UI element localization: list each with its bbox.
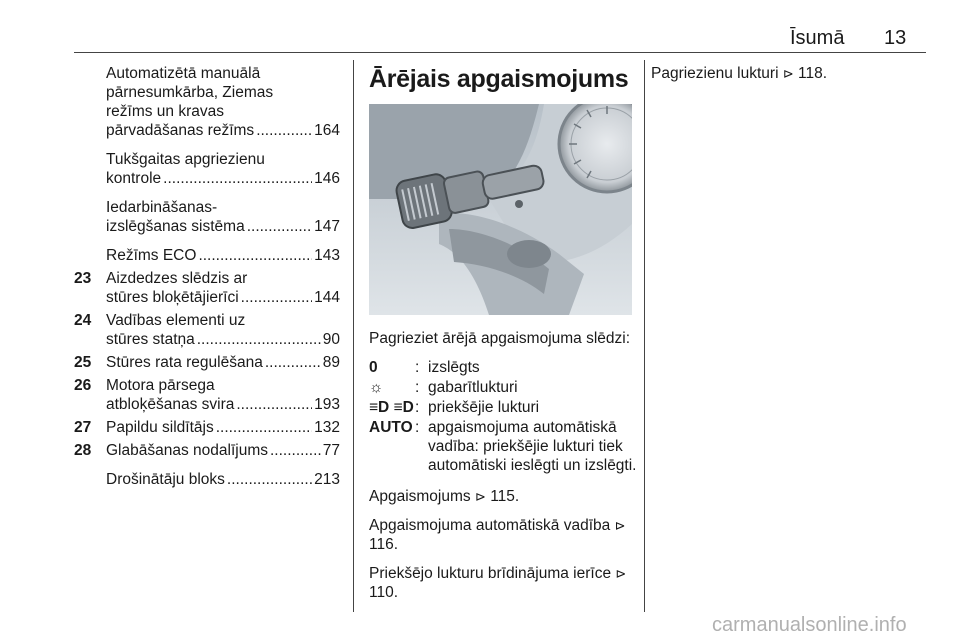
toc-item-text: Tukšgaitas apgriezienu <box>106 151 265 168</box>
toc-leader-dots <box>198 246 312 265</box>
legend-text: apgaismojuma automātiskā vadība: priekšējie lukturi tiek automātiski ieslēgti un izslēgti. <box>428 419 637 474</box>
toc-item-text: Glabāšanas nodalījums <box>106 442 268 459</box>
toc-column <box>74 64 340 499</box>
toc-item-number: 24 <box>74 312 92 329</box>
toc-leader-dots <box>270 441 321 460</box>
ref-page: 118. <box>798 65 828 82</box>
section-title: Ārējais apgaismojums <box>369 65 629 93</box>
toc-page-number: 164 <box>314 122 340 139</box>
toc-item-text: Motora pārsega <box>106 377 215 394</box>
legend-row <box>369 398 637 417</box>
toc-entry[interactable] <box>74 64 340 140</box>
toc-item-line <box>106 246 340 265</box>
cross-reference-link[interactable] <box>369 516 637 554</box>
toc-item-line <box>106 395 340 414</box>
toc-entry[interactable] <box>74 311 340 349</box>
watermark: carmanualsonline.info <box>712 614 907 636</box>
toc-item-text: Aizdedzes slēdzis ar <box>106 270 248 287</box>
legend-colon: : <box>415 399 420 416</box>
header-rule <box>74 52 926 53</box>
cross-references <box>369 487 637 602</box>
toc-leader-dots <box>265 353 321 372</box>
section-column <box>369 64 637 612</box>
toc-entry[interactable] <box>74 353 340 372</box>
ref-text: Apgaismojuma automātiskā vadība <box>369 517 611 534</box>
toc-item-number: 27 <box>74 419 92 436</box>
toc-item-text: Automatizētā manuālā <box>106 65 261 82</box>
ref-page: 110. <box>369 584 399 601</box>
legend-colon: : <box>415 359 420 376</box>
legend-colon: : <box>415 419 420 436</box>
toc-leader-dots <box>247 217 312 236</box>
toc-entry[interactable] <box>74 441 340 460</box>
toc-item-text: izslēgšanas sistēma <box>106 218 245 235</box>
column-divider-2 <box>644 60 645 612</box>
ref-arrow-icon: ⊳ <box>782 66 794 81</box>
toc-item-line <box>106 353 340 372</box>
toc-item-text: Papildu sildītājs <box>106 419 214 436</box>
toc-page-number: 77 <box>322 442 340 459</box>
toc-item-line <box>106 169 340 188</box>
toc-entry[interactable] <box>74 418 340 437</box>
toc-entry[interactable] <box>74 246 340 265</box>
toc-item-line <box>106 330 340 349</box>
legend-text: izslēgts <box>428 359 480 376</box>
cross-reference-link[interactable] <box>369 564 637 602</box>
toc-leader-dots <box>197 330 321 349</box>
toc-entry[interactable] <box>74 150 340 188</box>
toc-page-number: 132 <box>314 419 340 436</box>
turn-signal-ref[interactable] <box>651 64 927 83</box>
ref-text: Pagriezienu lukturi <box>651 65 779 82</box>
toc-item-text: Iedarbināšanas- <box>106 199 218 216</box>
toc-item-text: Režīms ECO <box>106 247 197 264</box>
ref-page: 115. <box>490 488 520 505</box>
toc-leader-dots <box>256 121 312 140</box>
toc-item-text: Stūres rata regulēšana <box>106 354 263 371</box>
toc-page-number: 89 <box>322 354 340 371</box>
toc-page-number: 213 <box>314 471 340 488</box>
legend-symbol-icon: AUTO <box>369 419 413 436</box>
toc-item-text: pārnesumkārba, Ziemas <box>106 84 274 101</box>
toc-item-line <box>106 441 340 460</box>
toc-item-line <box>106 470 340 489</box>
toc-entry[interactable] <box>74 269 340 307</box>
toc-item-text: kontrole <box>106 170 162 187</box>
toc-page-number: 193 <box>314 396 340 413</box>
ref-text: Priekšējo lukturu brīdinājuma ierīce <box>369 565 612 582</box>
ref-arrow-icon: ⊳ <box>615 566 627 581</box>
toc-leader-dots <box>241 288 312 307</box>
section-intro: Pagrieziet ārējā apgaismojuma slēdzi: <box>369 330 631 347</box>
toc-item-number: 26 <box>74 377 92 394</box>
toc-item-text: atbloķēšanas svira <box>106 396 235 413</box>
legend-row <box>369 358 637 377</box>
right-column <box>651 64 927 93</box>
toc-item-line <box>106 288 340 307</box>
legend-row <box>369 378 637 397</box>
column-divider-1 <box>353 60 354 612</box>
toc-item-number: 28 <box>74 442 92 459</box>
legend-text: gabarītlukturi <box>428 379 518 396</box>
legend-row <box>369 418 637 475</box>
toc-item-text: Vadības elementi uz <box>106 312 246 329</box>
toc-item-text: stūres statņa <box>106 331 195 348</box>
toc-item-line <box>106 418 340 437</box>
toc-page-number: 143 <box>314 247 340 264</box>
toc-item-text: režīms un kravas <box>106 103 225 120</box>
ref-arrow-icon: ⊳ <box>614 518 626 533</box>
legend-symbol-icon: 0 <box>369 359 378 376</box>
toc-item-text: pārvadāšanas režīms <box>106 122 255 139</box>
toc-page-number: 146 <box>314 170 340 187</box>
toc-item-number: 25 <box>74 354 92 371</box>
toc-leader-dots <box>163 169 312 188</box>
toc-entry[interactable] <box>74 198 340 236</box>
toc-leader-dots <box>236 395 312 414</box>
page-header-title: Īsumā <box>790 27 845 49</box>
toc-item-text: stūres bloķētājierīci <box>106 289 239 306</box>
legend-colon: : <box>415 379 420 396</box>
toc-entry[interactable] <box>74 470 340 489</box>
legend-symbol-icon: ≡D ≡D <box>369 399 414 416</box>
page-number: 13 <box>884 27 907 49</box>
toc-page-number: 147 <box>314 218 340 235</box>
toc-item-number: 23 <box>74 270 92 287</box>
light-switch-figure <box>369 104 632 315</box>
toc-leader-dots <box>216 418 312 437</box>
light-switch-illustration <box>369 104 632 315</box>
ref-text: Apgaismojums <box>369 488 471 505</box>
cross-reference-link[interactable] <box>369 487 637 506</box>
toc-item-text: Drošinātāju bloks <box>106 471 225 488</box>
light-switch-legend <box>369 358 637 475</box>
ref-page: 116. <box>369 536 399 553</box>
toc-entry[interactable] <box>74 376 340 414</box>
toc-leader-dots <box>227 470 312 489</box>
ref-arrow-icon: ⊳ <box>474 489 486 504</box>
toc-item-line <box>106 217 340 236</box>
toc-page-number: 144 <box>314 289 340 306</box>
legend-text: priekšējie lukturi <box>428 399 540 416</box>
toc-item-line <box>106 121 340 140</box>
legend-symbol-icon: ☼ <box>369 379 384 396</box>
toc-page-number: 90 <box>322 331 340 348</box>
